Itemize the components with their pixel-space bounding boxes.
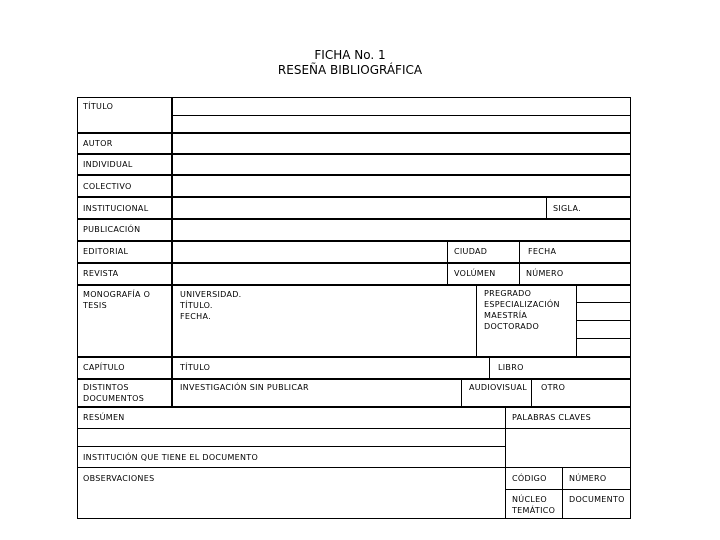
autor-label: AUTOR: [83, 139, 113, 148]
universidad-label: UNIVERSIDAD.: [180, 290, 242, 299]
fecha2-label: FECHA.: [180, 312, 211, 321]
volumen-label: VOLÚMEN: [454, 269, 496, 278]
revista-label: REVISTA: [83, 269, 119, 278]
resumen-label: RESÚMEN: [83, 413, 125, 422]
institucional-field[interactable]: [172, 197, 547, 219]
numero-label: NÚMERO: [526, 269, 564, 278]
monografia-label: MONOGRAFÍA O: [83, 290, 151, 299]
capitulo-titulo-field[interactable]: [172, 357, 490, 379]
individual-field[interactable]: [172, 154, 631, 175]
form-title-line2: RESEÑA BIBLIOGRÁFICA: [277, 63, 423, 77]
titulo-field-1[interactable]: [172, 97, 631, 116]
institucional-label: INSTITUCIONAL: [83, 204, 149, 213]
numero2-label: NÚMERO: [569, 474, 607, 483]
doctorado-label: DOCTORADO: [484, 322, 540, 331]
fecha-label: FECHA: [528, 247, 557, 256]
colectivo-label: COLECTIVO: [83, 182, 132, 191]
maestria-label: MAESTRÍA: [484, 311, 528, 320]
nucleo-label: NÚCLEO: [512, 495, 548, 504]
pregrado-label: PREGRADO: [484, 289, 532, 298]
pregrado-check[interactable]: [576, 285, 631, 303]
sigla-label: SIGLA.: [553, 204, 581, 213]
titulo2-label: TÍTULO.: [180, 301, 213, 310]
titulo-field-2[interactable]: [172, 115, 631, 133]
publicacion-field[interactable]: [172, 219, 631, 241]
otro-label: OTRO: [541, 383, 566, 392]
distintos-label: DISTINTOS: [83, 383, 129, 392]
editorial-label: EDITORIAL: [83, 247, 129, 256]
audiovisual-label: AUDIOVISUAL: [469, 383, 527, 392]
institucion-doc-label: INSTITUCIÓN QUE TIENE EL DOCUMENTO: [83, 453, 259, 462]
editorial-field[interactable]: [172, 241, 448, 263]
libro-label: LIBRO: [498, 363, 524, 372]
publicacion-label: PUBLICACIÓN: [83, 225, 141, 234]
resumen-field[interactable]: [77, 407, 506, 429]
doctorado-check[interactable]: [576, 338, 631, 357]
palabras-claves-field[interactable]: [505, 428, 631, 468]
maestria-check[interactable]: [576, 320, 631, 339]
revista-field[interactable]: [172, 263, 448, 285]
documento-label: DOCUMENTO: [569, 495, 625, 504]
tematico-label: TEMÁTICO: [512, 506, 556, 515]
observaciones-label: OBSERVACIONES: [83, 474, 155, 483]
codigo-label: CÓDIGO: [512, 474, 547, 483]
titulo-label: TÍTULO: [83, 102, 114, 111]
especializacion-check[interactable]: [576, 302, 631, 321]
resumen-field-2[interactable]: [77, 428, 506, 447]
form-title-line1: FICHA No. 1: [314, 48, 386, 62]
tesis-label: TESIS: [83, 301, 107, 310]
investigacion-label: INVESTIGACIÓN SIN PUBLICAR: [180, 383, 309, 392]
capitulo-label: CAPÍTULO: [83, 363, 125, 372]
ciudad-label: CIUDAD: [454, 247, 488, 256]
individual-label: INDIVIDUAL: [83, 160, 133, 169]
documentos-label: DOCUMENTOS: [83, 394, 145, 403]
autor-field[interactable]: [172, 133, 631, 154]
palabras-label: PALABRAS CLAVES: [512, 413, 592, 422]
titulo3-label: TÍTULO: [180, 363, 211, 372]
especializacion-label: ESPECIALIZACIÓN: [484, 300, 560, 309]
colectivo-field[interactable]: [172, 175, 631, 197]
